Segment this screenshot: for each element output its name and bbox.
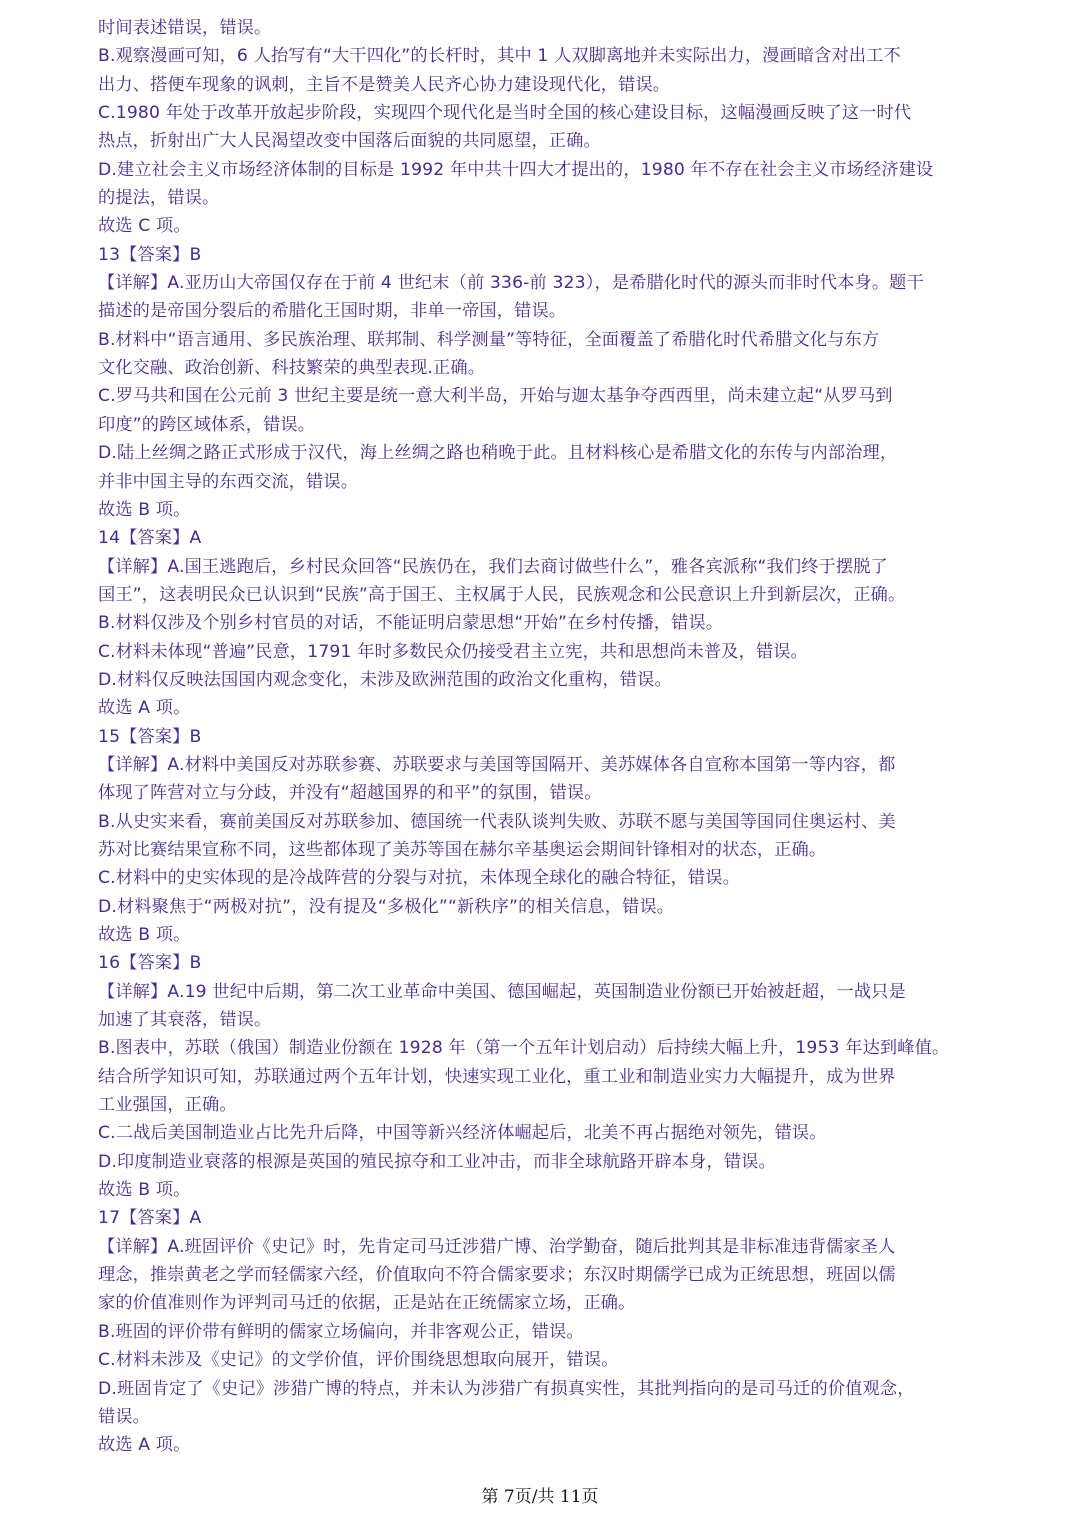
text-line: D.建立社会主义市场经济体制的目标是 1992 年中共十四大才提出的，1980 年不存在社会主义市场经济建设 <box>98 159 934 180</box>
text-line: 体现了阵营对立与分歧，并没有“超越国界的和平”的氛围，错误。 <box>98 783 602 804</box>
text-line: 【详解】A.国王逃跑后，乡村民众回答“民族仍在，我们去商讨做些什么”，雅各宾派称“我们终于摆脱了 <box>98 556 888 577</box>
text-line: B.图表中，苏联（俄国）制造业份额在 1928 年（第一个五年计划启动）后持续大幅上升，1953 年达到峰值。 <box>98 1038 950 1059</box>
text-line: 并非中国主导的东西交流，错误。 <box>98 471 359 492</box>
text-line: D.材料仅反映法国国内观念变化，未涉及欧洲范围的政治文化重构，错误。 <box>98 669 672 690</box>
text-line: 出力、搭便车现象的讽刺，主旨不是赞美人民齐心协力建设现代化，错误。 <box>98 74 671 95</box>
text-line: 理念，推崇黄老之学而轻儒家六经，价值取向不符合儒家要求；东汉时期儒学已成为正统思想，班固以儒 <box>98 1265 896 1286</box>
text-line: 的提法，错误。 <box>98 188 220 209</box>
page-number-footer: 第 7页/共 11页 <box>481 1487 599 1507</box>
text-line: D.印度制造业衰落的根源是英国的殖民掠夺和工业冲击，而非全球航路开辟本身，错误。 <box>98 1151 776 1172</box>
text-line: 故选 C 项。 <box>98 216 191 237</box>
answer-heading: 15【答案】B <box>98 726 202 747</box>
text-line: 时间表述错误，错误。 <box>98 18 272 38</box>
text-line: 故选 A 项。 <box>98 698 191 719</box>
text-line: 故选 A 项。 <box>98 1435 191 1456</box>
text-line: 【详解】A.班固评价《史记》时，先肯定司马迁涉猎广博、治学勤奋，随后批判其是非标准违背儒家圣人 <box>98 1236 896 1257</box>
text-line: 错误。 <box>98 1406 151 1427</box>
text-line: 故选 B 项。 <box>98 1180 191 1201</box>
text-line: 故选 B 项。 <box>98 925 191 945</box>
text-line: 国王”，这表明民众已认识到“民族”高于国王、主权属于人民，民族观念和公民意识上升到新层次，正确。 <box>98 584 906 605</box>
text-line: 苏对比赛结果宣称不同，这些都体现了美苏等国在赫尔辛基奥运会期间针锋相对的状态，正确。 <box>98 839 827 860</box>
text-line: 【详解】A.材料中美国反对苏联参赛、苏联要求与美国等国隔开、美苏媒体各自宣称本国第一等内容，都 <box>98 754 896 775</box>
text-line: C.材料未涉及《史记》的文学价值，评价围绕思想取向展开，错误。 <box>98 1350 619 1371</box>
text-line: B.材料中“语言通用、多民族治理、联邦制、科学测量”等特征，全面覆盖了希腊化时代希腊文化与东方 <box>98 329 880 350</box>
text-line: 描述的是帝国分裂后的希腊化王国时期，非单一帝国，错误。 <box>98 301 567 322</box>
text-line: 【详解】A.19 世纪中后期，第二次工业革命中美国、德国崛起，英国制造业份额已开始被赶超，一战只是 <box>98 981 906 1002</box>
text-line: D.班固肯定了《史记》涉猎广博的特点，并未认为涉猎广有损真实性，其批判指向的是司马迁的价值观念， <box>98 1378 915 1399</box>
answer-heading: 17【答案】A <box>98 1208 202 1229</box>
text-line: 印度”的跨区域体系，错误。 <box>98 414 316 435</box>
text-line: D.材料聚焦于“两极对抗”，没有提及“多极化”“新秩序”的相关信息，错误。 <box>98 896 675 917</box>
text-line: C.二战后美国制造业占比先升后降，中国等新兴经济体崛起后，北美不再占据绝对领先，错误。 <box>98 1123 827 1144</box>
document-body <box>98 14 986 1460</box>
text-line: 文化交融、政治创新、科技繁荣的典型表现.正确。 <box>98 358 486 379</box>
answer-heading: 14【答案】A <box>98 528 202 549</box>
text-line: D.陆上丝绸之路正式形成于汉代，海上丝绸之路也稍晚于此。且材料核心是希腊文化的东传与内部治理， <box>98 443 898 464</box>
text-line: C.材料中的史实体现的是冷战阵营的分裂与对抗，未体现全球化的融合特征，错误。 <box>98 868 740 889</box>
answer-heading: 13【答案】B <box>98 244 202 265</box>
text-line: C.罗马共和国在公元前 3 世纪主要是统一意大利半岛，开始与迦太基争夺西西里，尚未建立起“从罗马到 <box>98 386 893 407</box>
text-line: 工业强国，正确。 <box>98 1095 237 1116</box>
text-line: 加速了其衰落，错误。 <box>98 1010 272 1031</box>
text-line: C.1980 年处于改革开放起步阶段，实现四个现代化是当时全国的核心建设目标，这幅漫画反映了这一时代 <box>98 103 912 124</box>
text-line: 【详解】A.亚历山大帝国仅存在于前 4 世纪末（前 336-前 323），是希腊化时代的源头而非时代本身。题干 <box>98 273 924 294</box>
text-line: B.班固的评价带有鲜明的儒家立场偏向，并非客观公正，错误。 <box>98 1321 584 1342</box>
text-line: 热点，折射出广大人民渴望改变中国落后面貌的共同愿望，正确。 <box>98 131 601 152</box>
text-line: 结合所学知识可知，苏联通过两个五年计划，快速实现工业化，重工业和制造业实力大幅提升，成为世界 <box>98 1066 896 1087</box>
answer-heading: 16【答案】B <box>98 953 202 974</box>
text-line: 故选 B 项。 <box>98 499 191 520</box>
text-line: 家的价值准则作为评判司马迁的依据，正是站在正统儒家立场，正确。 <box>98 1293 636 1314</box>
text-line: B.材料仅涉及个别乡村官员的对话，不能证明启蒙思想“开始”在乡村传播，错误。 <box>98 613 724 634</box>
text-line: B.观察漫画可知，6 人抬写有“大干四化”的长杆时，其中 1 人双脚离地并未实际出力，漫画暗含对出工不 <box>98 46 901 67</box>
text-line: C.材料未体现“普遍”民意，1791 年时多数民众仍接受君主立宪，共和思想尚未普及，错误。 <box>98 641 808 662</box>
text-line: B.从史实来看，赛前美国反对苏联参加、德国统一代表队谈判失败、苏联不愿与美国等国同住奥运村、美 <box>98 811 896 832</box>
